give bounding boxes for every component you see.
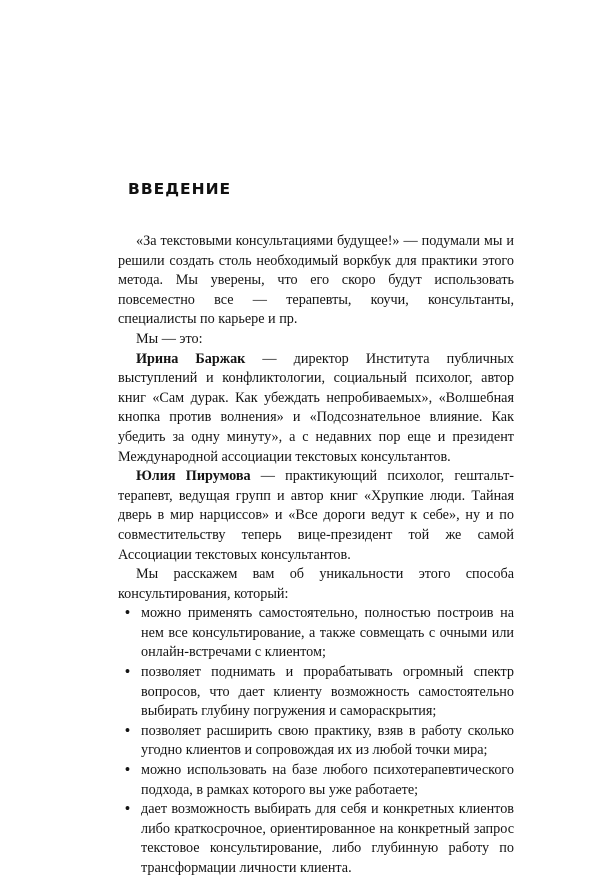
uniqueness-intro: Мы расскажем вам об уникальности этого способа консультирования, который: xyxy=(118,566,514,602)
body-text xyxy=(118,232,514,879)
bullet-item xyxy=(125,722,514,761)
bullet-dot-icon: • xyxy=(125,762,130,779)
bullet-text: можно применять самостоятельно, полностью построив на нем все консультирование, а также совмещать с очными или онлайн-встречами с клиентом; xyxy=(141,605,514,661)
bullet-text: дает возможность выбирать для себя и конкретных клиентов либо краткосрочное, ориентированное на конкретный запрос текстовое консультирование, либо глубинную работу по трансформации личности клиента. xyxy=(141,801,514,876)
author-bio: — практикующий психолог, гештальт-терапевт, ведущая групп и автор книг «Хрупкие люди. Тайная дверь в мир нарциссов» и «Все дороги ведут к себе», ну и по совместительству теперь вице-президент той же самой Ассоциации текстовых консультантов. xyxy=(118,468,514,563)
intro-paragraph: «За текстовыми консультациями будущее!» — подумали мы и решили создать столь необходимый воркбук для практики этого метода. Мы уверены, что его скоро будут использовать повсеместно все — терапевты, коучи, консультанты, специалисты по карьере и пр. xyxy=(118,233,514,328)
bullet-item xyxy=(125,604,514,663)
chapter-heading: ВВЕДЕНИЕ xyxy=(128,180,232,198)
bullet-dot-icon: • xyxy=(125,722,130,739)
author-paragraph-pirumova xyxy=(118,467,514,565)
bullet-item xyxy=(125,663,514,722)
author-name: Ирина Баржак xyxy=(136,350,246,367)
bullet-text: позволяет поднимать и прорабатывать огромный спектр вопросов, что дает клиенту возможность самостоятельно выбирать глубину погружения и самораскрытия; xyxy=(141,664,514,720)
bullet-text: можно использовать на базе любого психотерапевтического подхода, в рамках которого вы уже работаете; xyxy=(141,762,514,798)
author-name: Юлия Пирумова xyxy=(136,468,251,485)
author-bio: — директор Института публичных выступлений и конфликтологии, социальный психолог, автор книг «Сам дурак. Как убеждать непробиваемых», «Волшебная кнопка против волнения» и «Подсознательное влияние. Как убедить за одну минуту», а с недавних пор еще и президент Международной ассоциации текстовых консультантов. xyxy=(118,350,514,465)
bullet-item xyxy=(125,800,514,878)
intro-we-are: Мы — это: xyxy=(136,330,203,347)
author-paragraph-barzhak xyxy=(118,350,514,468)
bullet-text: позволяет расширить свою практику, взяв в работу сколько угодно клиентов и сопровождая их из любой точки мира; xyxy=(141,722,514,759)
bullet-dot-icon: • xyxy=(125,605,130,622)
bullet-item xyxy=(125,761,514,800)
bullet-dot-icon: • xyxy=(125,801,130,818)
bullet-dot-icon: • xyxy=(125,664,130,681)
bullet-list xyxy=(118,604,514,878)
